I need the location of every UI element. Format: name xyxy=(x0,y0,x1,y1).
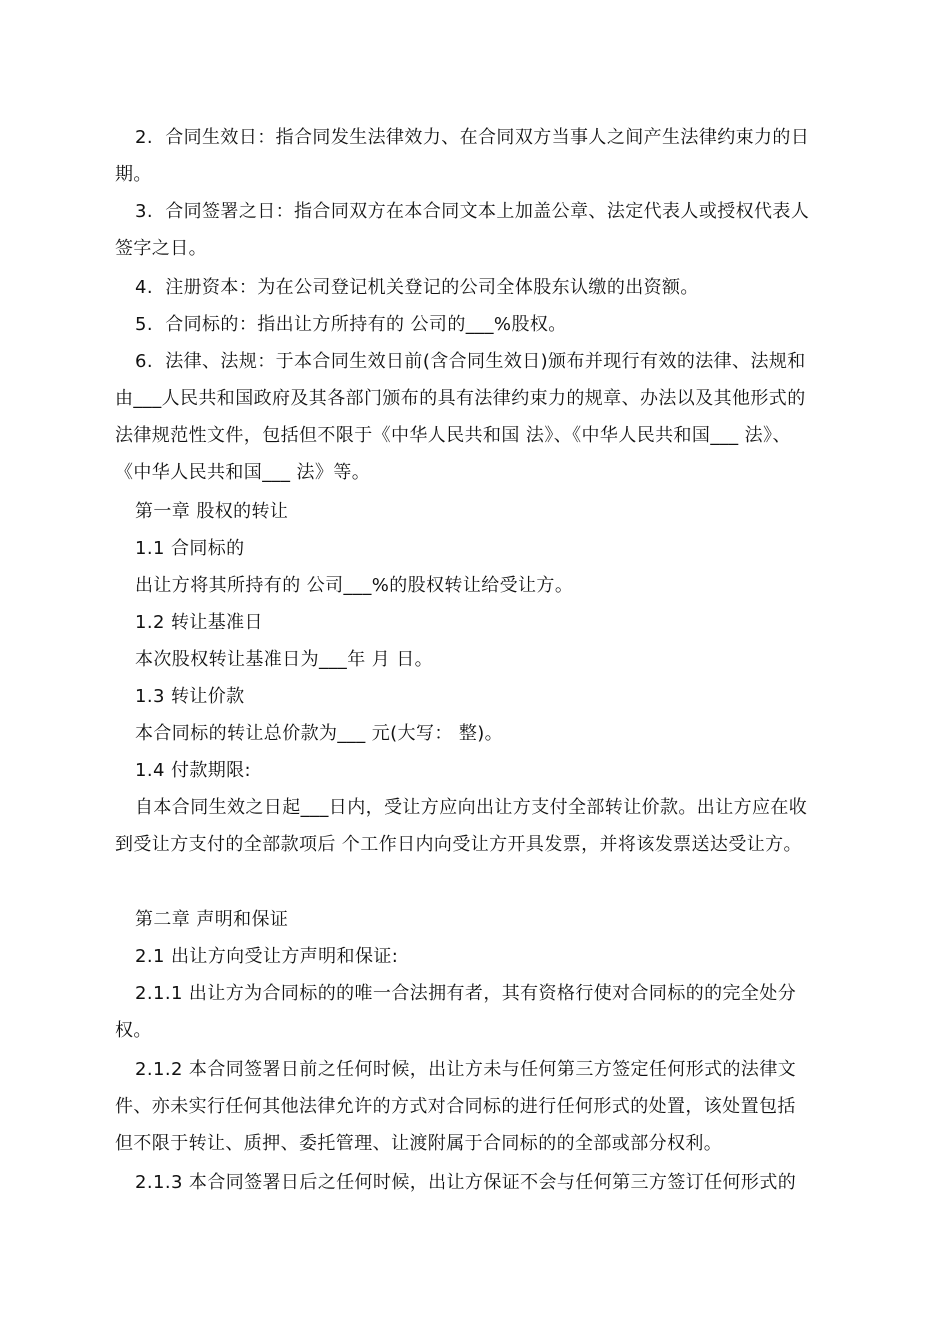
section-2-1-heading: 2.1 出让方向受让方声明和保证: xyxy=(135,946,399,967)
definition-3-line-2: 签字之日。 xyxy=(115,238,207,259)
definition-3-line-1: 3. 合同签署之日：指合同双方在本合同文本上加盖公章、法定代表人或授权代表人 xyxy=(135,201,810,222)
clause-2-1-1-line-1: 2.1.1 出让方为合同标的的唯一合法拥有者，其有资格行使对合同标的的完全处分 xyxy=(135,983,797,1004)
definition-6-line-4: 《中华人民共和国___ 法》等。 xyxy=(115,462,371,483)
clause-2-1-1-line-2: 权。 xyxy=(115,1020,152,1041)
section-1-4-heading: 1.4 付款期限: xyxy=(135,760,252,781)
definition-5: 5. 合同标的：指出让方所持有的 公司的___%股权。 xyxy=(135,314,567,335)
definition-4: 4. 注册资本：为在公司登记机关登记的公司全体股东认缴的出资额。 xyxy=(135,277,699,298)
clause-2-1-3-line-1: 2.1.3 本合同签署日后之任何时候，出让方保证不会与任何第三方签订任何形式的 xyxy=(135,1172,797,1193)
definition-2-line-2: 期。 xyxy=(115,164,152,185)
section-1-1-body: 出让方将其所持有的 公司___%的股权转让给受让方。 xyxy=(135,575,574,596)
clause-2-1-2-line-2: 件、亦未实行任何其他法律允许的方式对合同标的进行任何形式的处置，该处置包括 xyxy=(115,1096,796,1117)
definition-6-line-1: 6. 法律、法规：于本合同生效日前(含合同生效日)颁布并现行有效的法律、法规和 xyxy=(135,351,806,372)
section-1-3-body: 本合同标的转让总价款为___ 元(大写： 整)。 xyxy=(135,723,504,744)
definition-6-line-3: 法律规范性文件，包括但不限于《中华人民共和国 法》、《中华人民共和国___ 法》、 xyxy=(115,425,791,446)
clause-2-1-2-line-3: 但不限于转让、质押、委托管理、让渡附属于合同标的的全部或部分权利。 xyxy=(115,1133,723,1154)
section-1-2-body: 本次股权转让基准日为___年 月 日。 xyxy=(135,649,434,670)
chapter-1-heading: 第一章 股权的转让 xyxy=(135,501,289,522)
clause-2-1-2-line-1: 2.1.2 本合同签署日前之任何时候，出让方未与任何第三方签定任何形式的法律文 xyxy=(135,1059,797,1080)
chapter-2-heading: 第二章 声明和保证 xyxy=(135,909,289,930)
section-1-4-body-line-2: 到受让方支付的全部款项后 个工作日内向受让方开具发票，并将该发票送达受让方。 xyxy=(115,834,802,855)
section-1-4-body-line-1: 自本合同生效之日起___日内，受让方应向出让方支付全部转让价款。出让方应在收 xyxy=(135,797,808,818)
definition-2-line-1: 2. 合同生效日：指合同发生法律效力、在合同双方当事人之间产生法律约束力的日 xyxy=(135,127,810,148)
section-1-1-heading: 1.1 合同标的 xyxy=(135,538,245,559)
section-1-2-heading: 1.2 转让基准日 xyxy=(135,612,263,633)
section-1-3-heading: 1.3 转让价款 xyxy=(135,686,245,707)
definition-6-line-2: 由___人民共和国政府及其各部门颁布的具有法律约束力的规章、办法以及其他形式的 xyxy=(115,388,806,409)
